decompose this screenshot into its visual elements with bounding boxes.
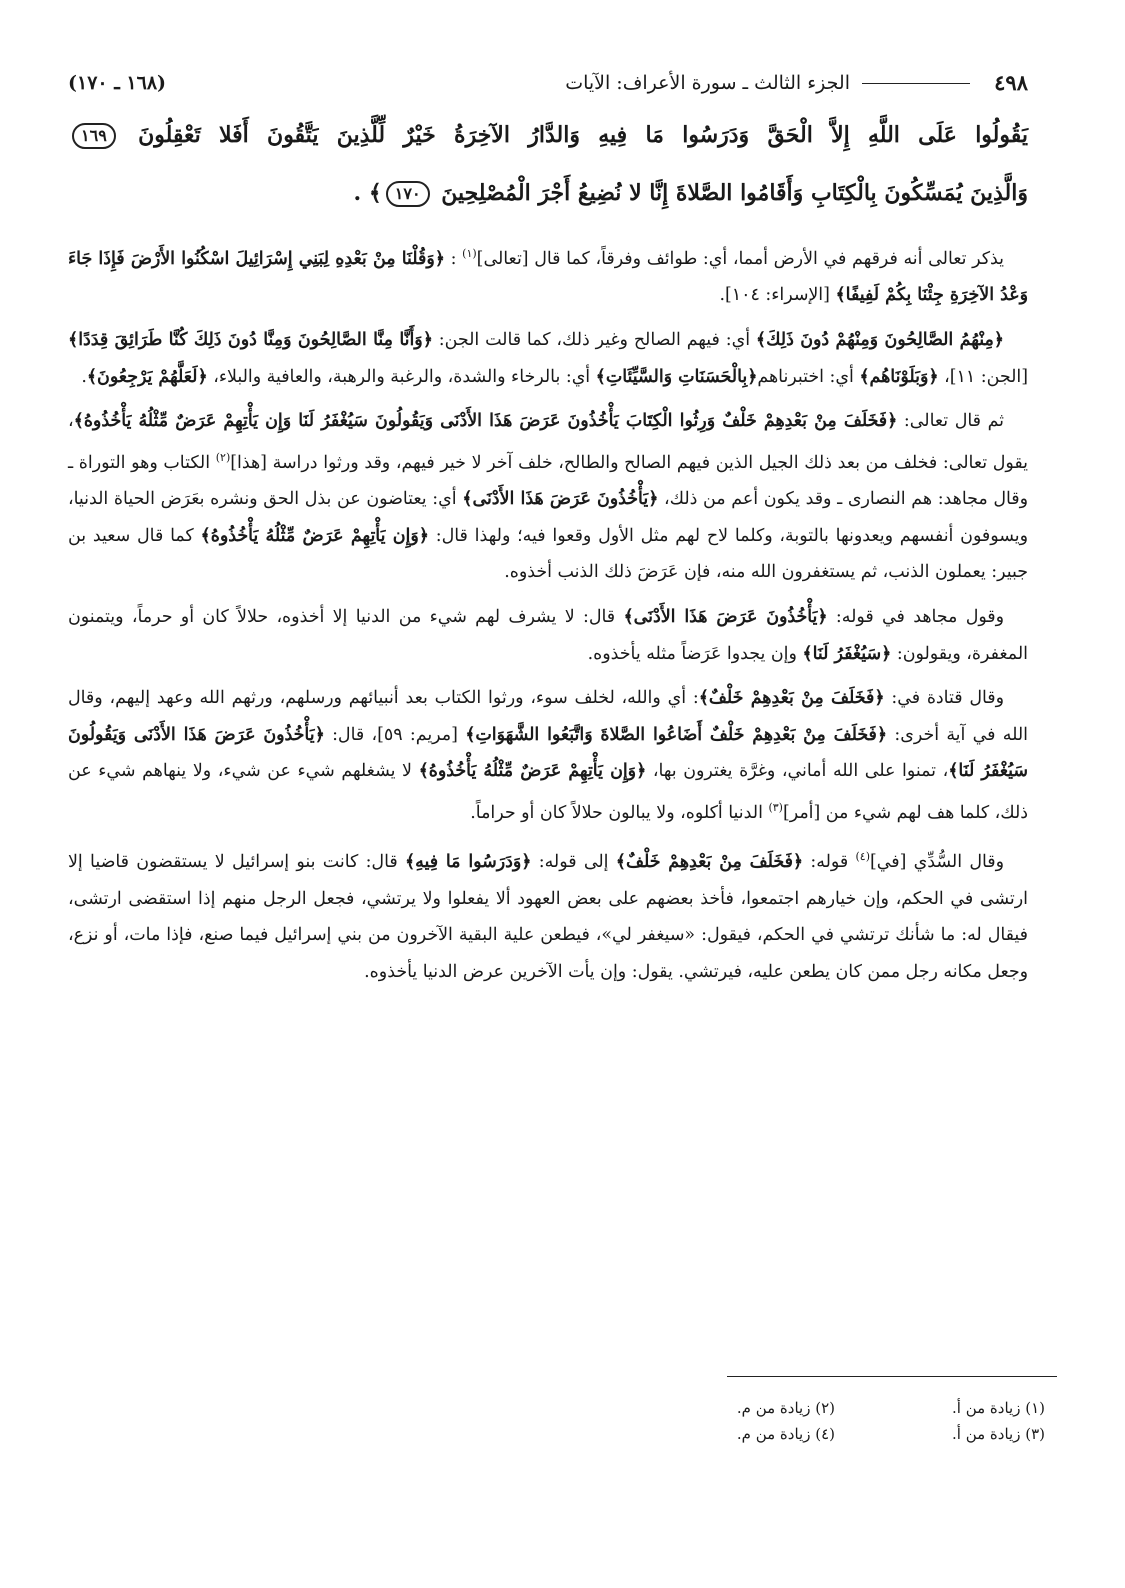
text-run: أي: يعتاضون عن بذل الحق ونشره بعَرَض الحياة الدنيا، ويسوفون أنفسهم ويعدونها بالتوبة، وكلما لاح لهم مثل الأول وقعوا فيه؛ ولهذا قال: (68, 489, 1028, 546)
quran-quote: ﴿وَبَلَوْنَاهُم﴾ (859, 366, 939, 387)
text-run: أي: بالرخاء والشدة، والرغبة والرهبة، والعافية والبلاء، (207, 366, 596, 387)
footnotes (585, 1395, 1045, 1447)
text-run: الكتاب وهو التوراة ـ وقال مجاهد: هم النصارى ـ وقد يكون أعم من ذلك، (68, 452, 1029, 510)
footnote-ref[interactable]: (٢) (215, 450, 231, 464)
footnote-ref[interactable]: (٤) (855, 850, 870, 864)
quran-quote: ﴿وَإِن يَأْتِهِمْ عَرَضٌ مِّثْلُهُ يَأْخُذُوهُ﴾ (200, 525, 429, 546)
footnote-ref[interactable]: (٣) (768, 800, 783, 814)
text-run: وقال السُّدِّي [في] (870, 852, 1005, 873)
footnote-1: (١) زيادة من أ. (952, 1399, 1045, 1417)
text-run: يذكر تعالى أنه فرقهم في الأرض أمما، أي: طوائف وفرقاً، كما قال [تعالى] (476, 248, 1005, 269)
quran-quote: ﴿يَأْخُذُونَ عَرَضَ هَذَا الأَدْنَى﴾ (623, 606, 828, 627)
text-run: وقول مجاهد في قوله: (827, 606, 1005, 627)
quran-quote: ﴿بِالْحَسَنَاتِ وَالسَّيِّئَاتِ﴾ (595, 366, 758, 387)
text-run: قال: كانت بنو إسرائيل لا يستقضون قاضيا إلا ارتشى في الحكم، وإن خيارهم اجتمعوا، فأخذ بعضهم على بعض العهود ألا يفعلوا ولا يرتشي، فجعل الرجل منهم إذا استقضى ارتشى، فيقال له: ما شأنك ترتشي في الحكم، فيقول: «سيغفر لي»، فيطعن علية البقية الآخرون من بني إسرائيل فيما صنع، فإذا مات، أو نزع، وجعل مكانه رجل ممن كان يطعن عليه، فيرتشي. يقول: وإن يأت الآخرين عرض الدنيا يأخذوه. (68, 852, 1028, 982)
page-number: ٤٩٨ (994, 70, 1028, 95)
quran-quote: ﴿يَأْخُذُونَ عَرَضَ هَذَا الأَدْنَى﴾ (462, 489, 659, 510)
verse-end: ﴾ . (353, 180, 382, 206)
quran-verse-line-2 (68, 180, 1028, 207)
paragraph-6 (68, 839, 1028, 990)
verse-text: يَقُولُوا عَلَى اللَّهِ إِلاَّ الْحَقَّ وَدَرَسُوا مَا فِيهِ وَالدَّارُ الآخِرَةُ خَيْرٌ لِّلَّذِينَ يَتَّقُونَ أَفَلا تَعْقِلُونَ (138, 122, 1028, 148)
quran-quote: ﴿وَأَنَّا مِنَّا الصَّالِحُونَ وَمِنَّا دُونَ ذَلِكَ كُنَّا طَرَائِقَ قِدَدًا﴾ (68, 329, 433, 350)
quran-quote: ﴿فَخَلَفَ مِنْ بَعْدِهِمْ خَلْفٌ وَرِثُوا الْكِتَابَ يَأْخُذُونَ عَرَضَ هَذَا الأَدْنَى وَيَقُولُونَ سَيُغْفَرُ لَنَا وَإِن يَأْتِهِمْ عَرَضٌ مِّثْلُهُ يَأْخُذُوهُ﴾ (73, 411, 898, 432)
footnote-divider (727, 1376, 1057, 1377)
text-run: [الجن: ١١]، (938, 366, 1028, 387)
text-run: لا يشغلهم شيء عن شيء، ولا ينهاهم شيء عن ذلك، كلما هف لهم شيء من [أمر] (68, 761, 1028, 823)
page-header (68, 66, 1028, 100)
ayah-range: (١٦٨ ـ ١٧٠) (68, 72, 167, 94)
tafsir-body (68, 236, 1028, 998)
paragraph-5 (68, 680, 1028, 831)
quran-quote: ﴿فَخَلَفَ مِنْ بَعْدِهِمْ خَلْفٌ﴾ (698, 688, 885, 709)
quran-quote: ﴿يَأْخُذُونَ عَرَضَ هَذَا الأَدْنَى وَيَقُولُونَ سَيُغْفَرُ لَنَا﴾ (68, 724, 1028, 782)
quran-quote: ﴿وَدَرَسُوا مَا فِيهِ﴾ (404, 852, 532, 873)
text-run: كما قال سعيد بن جبير: يعملون الذنب، ثم يستغفرون الله منه، فإن عَرَضَ ذلك الذنب أخذوه. (68, 525, 1028, 583)
footnote-4: (٤) زيادة من م. (736, 1425, 835, 1443)
footnote-3: (٣) زيادة من أ. (952, 1425, 1045, 1443)
paragraph-1 (68, 236, 1028, 314)
text-run: أي: اختبرناهم (757, 366, 860, 387)
text-run: : (444, 248, 463, 269)
running-title: الجزء الثالث ـ سورة الأعراف: الآيات (565, 72, 850, 94)
text-run: [مريم: ٥٩]، قال: (324, 724, 466, 745)
quran-quote: ﴿فَخَلَفَ مِنْ بَعْدِهِمْ خَلْفٌ أَضَاعُوا الصَّلاةَ وَاتَّبَعُوا الشَّهَوَاتِ﴾ (465, 724, 888, 745)
text-run: إلى قوله: (531, 852, 616, 873)
quran-quote: ﴿مِنْهُمُ الصَّالِحُونَ وَمِنْهُمْ دُونَ ذَلِكَ﴾ (755, 329, 1004, 350)
text-run: قال: لا يشرف لهم شيء من الدنيا إلا أخذوه، حلالاً كان أو حرماً، ويتمنون المغفرة، ويقولون: (68, 606, 1028, 664)
text-run: ثم قال تعالى: (897, 411, 1004, 432)
verse-text: وَالَّذِينَ يُمَسِّكُونَ بِالْكِتَابِ وَأَقَامُوا الصَّلاةَ إِنَّا لا نُضِيعُ أَجْرَ الْمُصْلِحِينَ (441, 180, 1028, 206)
quran-quote: ﴿فَخَلَفَ مِنْ بَعْدِهِمْ خَلْفٌ﴾ (615, 852, 804, 873)
text-run: [الإسراء: ١٠٤]. (719, 285, 836, 306)
paragraph-2 (68, 322, 1028, 395)
text-run: وقال قتادة في: (884, 688, 1004, 709)
quran-quote: ﴿لَعَلَّهُمْ يَرْجِعُونَ﴾ (86, 366, 208, 387)
footnote-ref[interactable]: (١) (462, 247, 477, 260)
footnote-2: (٢) زيادة من م. (736, 1399, 835, 1417)
text-run: ، يقول تعالى: فخلف من بعد ذلك الجيل الذين فيهم الصالح والطالح، خلف آخر لا خير فيهم، وقد ورثوا دراسة [هذا] (68, 411, 1028, 473)
header-rule (862, 83, 970, 84)
text-run: وإن يجدوا عَرَضاً مثله يأخذوه. (587, 643, 803, 664)
ayah-number-mark: ١٦٩ (72, 123, 116, 149)
paragraph-3 (68, 403, 1028, 591)
paragraph-4 (68, 599, 1028, 672)
footnote-row (585, 1421, 1045, 1447)
text-run: . (81, 366, 87, 387)
text-run: : أي والله، لخلف سوء، ورثوا الكتاب بعد أنبيائهم ورسلهم، ورثهم الله وعهد إليهم، وقال الله في آية أخرى: (68, 688, 1028, 745)
quran-quote: ﴿سَيُغْفَرُ لَنَا﴾ (802, 643, 892, 664)
quran-verse-line-1 (68, 122, 1028, 149)
text-run: قوله: (803, 852, 856, 873)
quran-quote: ﴿وَإِن يَأْتِهِمْ عَرَضٌ مِّثْلُهُ يَأْخُذُوهُ﴾ (418, 761, 647, 782)
quran-quote: ﴿وَقُلْنَا مِنْ بَعْدِهِ لِبَنِي إِسْرَائِيلَ اسْكُنُوا الأَرْضَ فَإِذَا جَاءَ وَعْدُ الآخِرَةِ جِئْنَا بِكُمْ لَفِيفًا﴾ (68, 248, 1028, 306)
text-run: ، تمنوا على الله أماني، وغرَّة يغترون بها، (646, 761, 949, 782)
text-run: أي: فيهم الصالح وغير ذلك، كما قالت الجن: (432, 329, 756, 350)
footnote-row (585, 1395, 1045, 1421)
text-run: الدنيا أكلوه، ولا يبالون حلالاً كان أو حراماً. (470, 802, 769, 823)
ayah-number-mark: ١٧٠ (386, 181, 430, 207)
